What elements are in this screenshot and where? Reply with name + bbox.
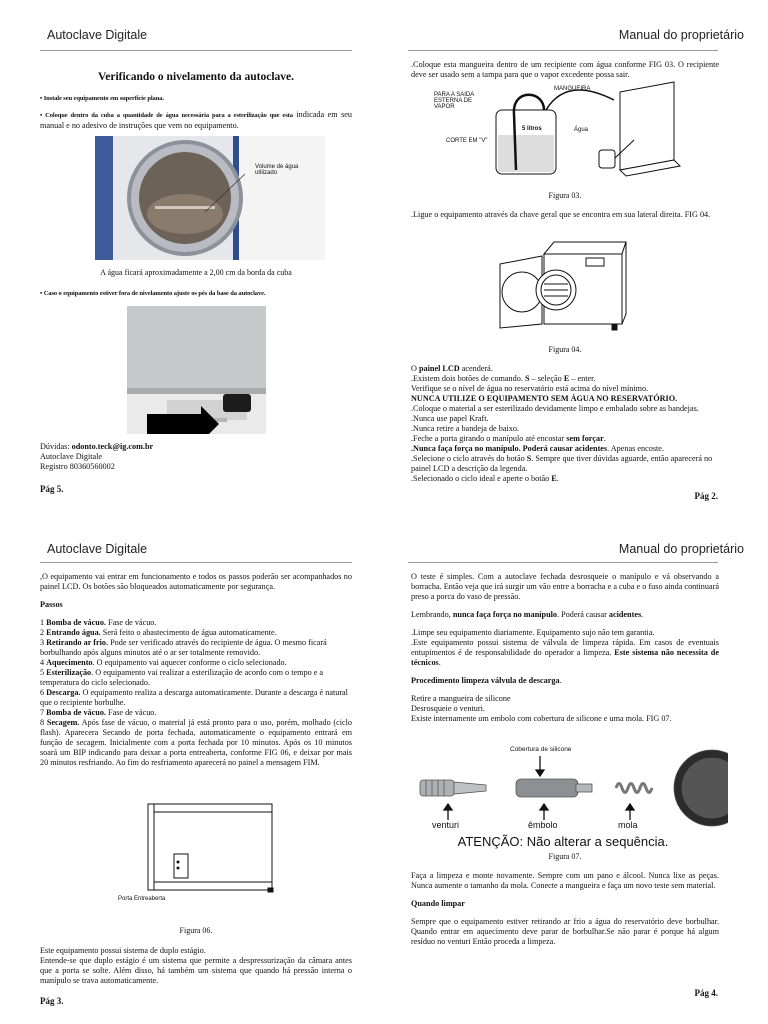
test-paragraph: O teste é simples. Com a autoclave fechada desrosqueie o manípulo e vá observando a borracha. Então veja que irá surgir um vão entre a borracha e a cuba e o fuso ainda continuará preso a porca do vaso de pressão. <box>411 572 719 601</box>
material-line: .Coloque o material a ser esterilizado devidamente limpo e embalado sobre as bandejas. <box>411 404 699 413</box>
feet-photo-graphic <box>127 306 266 434</box>
header-rule <box>408 562 718 563</box>
page-4 <box>384 512 768 1024</box>
no-force-line: .Nunca faça força no manípulo. Poderá causar acidentes. Apenas encoste. <box>411 444 664 453</box>
intro-text: .Coloque esta mangueira dentro de um recipiente com água conforme FIG 03. O recipiente deve ser usado sem a tampa para que o vapor excedente possa sair. <box>411 60 719 79</box>
lcd-line: O painel LCD acenderá. <box>411 364 493 373</box>
silicone-cover-label: Cobertura de silicone <box>510 746 572 753</box>
step-4: 4 Aquecimento. O equipamento vai aquecer conforme o ciclo selecionado. <box>40 658 287 667</box>
procedure-heading: Procedimento limpeza válvula de descarga. <box>411 676 562 685</box>
step-7: 7 Bomba de vácuo. Fase de vácuo. <box>40 708 157 717</box>
when-to-clean-heading: Quando limpar <box>411 899 465 908</box>
step-6: 6 Descarga. O equipamento realiza a descarga automaticamente. Durante a descarga é natural que o recipiente borbulhe. <box>40 688 348 707</box>
page-3 <box>0 512 384 1024</box>
when-to-clean-paragraph: Sempre que o equipamento estiver retirando ar frio a água do reservatório deve borbulhar. Quando entrar em aquecimento deve parar de borbulhar.Se não parar é porque há algum resíduo no venturi Então proceda a limpeza. <box>411 917 719 946</box>
figure-06 <box>118 800 278 904</box>
page-header: Manual do proprietário <box>618 28 744 42</box>
enter-line: .Selecionado o ciclo ideal e aperte o botão E. <box>411 474 559 483</box>
chamber-photo <box>95 136 325 260</box>
step-3: 3 Retirando ar frio. Pode ser verificado através do recipiente de água. O mesmo ficará borbulhando após alguns minutos até o ar ser totalmente removido. <box>40 638 327 657</box>
warning-line: NUNCA UTILIZE O EQUIPAMENTO SEM ÁGUA NO RESERVATÓRIO. <box>411 394 678 403</box>
label-mangueira: MANGUEIRA <box>554 86 591 92</box>
figure-04-caption: Figura 04. <box>548 345 582 354</box>
door-ajar-label: Porta Entreaberta <box>118 896 166 902</box>
reminder-paragraph: Lembrando, nunca faça força no manípulo. Poderá causar acidentes. <box>411 610 644 619</box>
water-volume-label: Volume de água utilizado <box>255 164 299 176</box>
figure-04 <box>494 236 629 334</box>
close-door-line: .Feche a porta girando o manípulo até encostar sem forçar. <box>411 434 606 443</box>
bullet-level-surface: • Instale seu equipamento em superfície plana. <box>40 95 164 102</box>
sequence-warning: ATENÇÃO: Não alterar a sequência. <box>457 834 669 849</box>
figure-06-caption: Figura 06. <box>179 926 213 935</box>
dual-stage-description: Entende-se que duplo estágio é um sistema que permite a despressurização da câmara antes que a porta se solte. Além disso, há também um sistema que quando há pressão interna o manípulo se trava automaticamente. <box>40 956 352 985</box>
figure-06-drawing <box>118 800 278 904</box>
intro-paragraph: ,O equipamento vai entrar em funcionamento e todos os passos poderão ser acompanhados no painel LCD. Os botões são bloqueados automaticamente por segurança. <box>40 572 352 591</box>
bullet-adjust-feet-wrap <box>40 289 352 305</box>
mola-label: mola <box>618 820 638 830</box>
reassembly-paragraph: Faça a limpeza e monte novamente. Sempre com um pano e álcool. Nunca lixe as peças. Nunca aumente o tamanho da mola. Conecte a mangueira e faça um novo teste sem material. <box>411 871 719 890</box>
bullet-adjust-feet: • Caso o equipamento estiver fora de nivelamento ajuste os pés da base da autoclave. <box>40 290 266 297</box>
procedure-step-1: Retire a mangueira de silicone <box>411 694 511 703</box>
figure-07 <box>408 748 728 848</box>
cleaning-text <box>411 572 719 724</box>
operation-instructions <box>411 364 719 484</box>
figure-04-drawing <box>494 236 629 334</box>
header-rule <box>40 562 352 563</box>
clean-daily-line: .Limpe seu equipamento diariamente. Equipamento sujo não tem garantia. <box>411 628 655 637</box>
header-rule <box>40 50 352 51</box>
page-number: Pág 2. <box>694 491 718 501</box>
buttons-line: .Existem dois botões de comando. S – seleção E – enter. <box>411 374 596 383</box>
steps-heading: Passos <box>40 600 63 609</box>
embolo-label: êmbolo <box>528 820 558 830</box>
step-5: 5 Esterilização. O equipamento vai realizar a esterilização de acordo com o tempo e a temperatura do ciclo selecionado. <box>40 668 324 687</box>
label-water: Água <box>574 127 589 133</box>
figure-07-drawing <box>408 748 728 828</box>
quick-clean-paragraph: .Este equipamento possui sistema de válvula de limpeza rápida. Em casos de eventuais entupimentos é de responsabilidade do operador a limpeza. Este sistema não necessita de técnicos. <box>411 638 719 667</box>
photo-caption: A água ficará aproximadamente a 2,00 cm da borda da cuba <box>100 268 292 277</box>
chamber-photo-graphic <box>95 136 325 260</box>
steps-text <box>40 572 352 768</box>
venturi-label: venturi <box>432 820 460 830</box>
page-number: Pág 4. <box>694 988 718 998</box>
water-level-line: Verifique se o nível de água no reservatório está acima do nível mínimo. <box>411 384 649 393</box>
step-1: 1 Bomba de vácuo. Fase de vácuo. <box>40 618 157 627</box>
power-instructions: .Ligue o equipamento através da chave geral que se encontra em sua lateral direita. FIG 04. <box>411 210 711 219</box>
contact-registration: Registro 80360560002 <box>40 462 115 471</box>
page-header: Autoclave Digitale <box>47 28 148 42</box>
dual-stage-text <box>40 946 352 994</box>
figure-03 <box>424 80 684 185</box>
feet-photo <box>127 306 266 434</box>
step-2: 2 Entrando água. Será feito o abastecimento de água automaticamente. <box>40 628 277 637</box>
page-5 <box>0 0 384 512</box>
tray-line: .Nunca retire a bandeja de baixo. <box>411 424 519 433</box>
procedure-step-2: Desrosqueie o venturi. <box>411 704 485 713</box>
kraft-line: .Nunca use papel Kraft. <box>411 414 489 423</box>
dual-stage-title: Este equipamento possui sistema de duplo estágio. <box>40 946 206 955</box>
page-body <box>40 62 352 131</box>
header-rule <box>408 50 718 51</box>
cleaning-tips <box>411 871 719 955</box>
figure-07-caption: Figura 07. <box>548 852 582 861</box>
page-2 <box>384 0 768 512</box>
label-liters: 5 litros <box>522 126 542 132</box>
page-number: Pág 3. <box>40 996 64 1006</box>
contact-email: Dúvidas: odonto.teck@ig.com.br <box>40 442 154 451</box>
label-vapor-outlet: PARA A SAIDA ESTERNA DE VAPOR <box>434 92 474 110</box>
step-8: 8 Secagem. Após fase de vácuo, o material já está pronto para o uso, porém, molhado (ciclo flash). Aparecera Secando de porta fechada, automaticamente o equipamento entrará em função de secagem. Inicialmente com a porta fechada por 10 minutos. Após os 10 minutos soará um BIP indicando para deixar a porta entreaberta, conforme FIG 06, e deixar por mais 20 minutos resfriando. Ao fim do resfriamento aparecerá no painel a mensagem FIM. <box>40 718 353 767</box>
page-header: Manual do proprietário <box>618 542 744 556</box>
procedure-step-3: Existe internamente um embolo com cobertura de silicone e uma mola. FIG 07. <box>411 714 672 723</box>
bullet-water-amount: • Coloque dentro da cuba a quantidade de água necessária para a esterilização que esta indicada em seu manual e no adesivo de instruções que vem no equipamento. <box>40 110 352 130</box>
page-header: Autoclave Digitale <box>47 542 148 556</box>
figure-03-caption: Figura 03. <box>548 191 582 200</box>
label-v-cut: CORTE EM "V" <box>446 138 488 144</box>
section-title: Verificando o nivelamento da autoclave. <box>97 71 295 83</box>
contact-block <box>40 442 352 472</box>
select-cycle-line: .Selecione o ciclo através do botão S. Sempre que tiver dúvidas aguarde, então aparecerá no painel LCD a descrição da legenda. <box>411 454 713 473</box>
contact-brand: Autoclave Digitale <box>40 452 103 461</box>
page-number: Pág 5. <box>40 484 64 494</box>
